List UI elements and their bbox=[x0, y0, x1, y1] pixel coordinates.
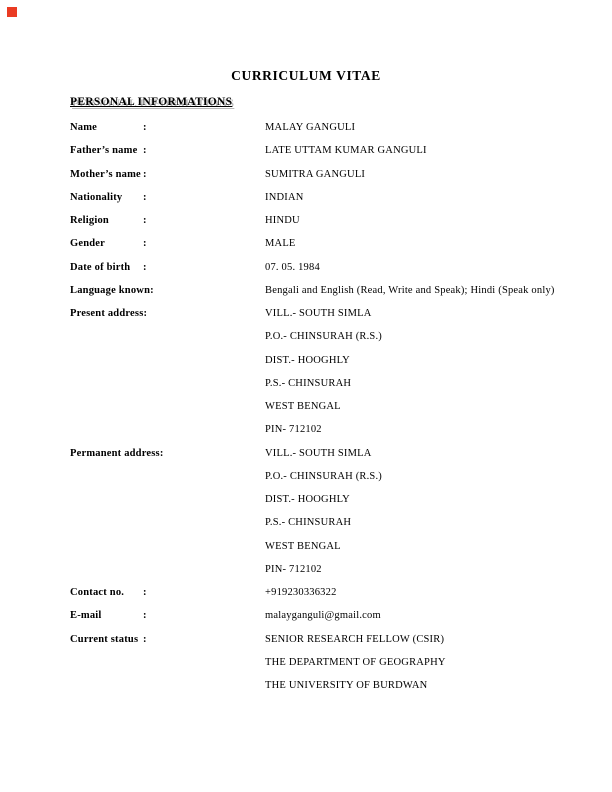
cv-row bbox=[70, 535, 575, 558]
field-value: malayganguli@gmail.com bbox=[265, 610, 381, 622]
field-value: P.S.- CHINSURAH bbox=[265, 517, 352, 529]
cv-row bbox=[70, 372, 575, 395]
field-label: Nationality bbox=[70, 191, 123, 203]
field-value: HINDU bbox=[265, 215, 300, 226]
cv-row bbox=[70, 558, 575, 581]
field-value: VILL.- SOUTH SIMLA bbox=[265, 447, 372, 459]
field-colon: : bbox=[143, 145, 147, 157]
field-value: PIN- 712102 bbox=[265, 563, 322, 575]
field-colon: : bbox=[159, 447, 164, 459]
field-value: P.S.- CHINSURAH bbox=[265, 377, 352, 389]
field-label: Religion bbox=[70, 215, 109, 226]
field-value: MALE bbox=[265, 238, 296, 250]
cv-row bbox=[70, 232, 575, 255]
cv-row bbox=[70, 488, 575, 511]
document-title: CURRICULUM VITAE bbox=[231, 68, 381, 83]
field-label: Present address bbox=[70, 308, 144, 319]
cv-row bbox=[70, 674, 575, 697]
field-colon: : bbox=[143, 633, 147, 645]
field-value: MALAY GANGULI bbox=[265, 122, 356, 133]
section-heading-text: PERSONAL INFORMATIONS bbox=[70, 96, 233, 108]
annotation-marker bbox=[7, 7, 17, 17]
field-value: DIST.- HOOGHLY bbox=[265, 354, 350, 366]
cv-row bbox=[70, 511, 575, 534]
field-label: Current status bbox=[70, 633, 139, 645]
field-value: Bengali and English (Read, Write and Speak); Hindi (Speak only) bbox=[265, 284, 555, 296]
cv-row bbox=[70, 116, 575, 139]
field-value: THE UNIVERSITY OF BURDWAN bbox=[265, 680, 428, 691]
field-colon: : bbox=[143, 261, 147, 273]
field-colon: : bbox=[143, 587, 147, 598]
cv-row bbox=[70, 256, 575, 279]
cv-row bbox=[70, 349, 575, 372]
field-label: Gender bbox=[70, 238, 106, 250]
field-colon: : bbox=[143, 168, 147, 180]
section-heading bbox=[70, 94, 232, 110]
field-label: Contact no. bbox=[70, 587, 125, 598]
field-value: SUMITRA GANGULI bbox=[265, 168, 366, 180]
cv-row bbox=[70, 418, 575, 441]
cv-row bbox=[70, 325, 575, 348]
field-label: Father’s name bbox=[70, 145, 138, 157]
cv-row bbox=[70, 651, 575, 674]
cv-row bbox=[70, 279, 575, 302]
field-value: INDIAN bbox=[265, 191, 304, 203]
field-colon: : bbox=[143, 308, 147, 319]
field-value: VILL.- SOUTH SIMLA bbox=[265, 308, 372, 319]
field-value: 07. 05. 1984 bbox=[265, 261, 320, 273]
field-value: PIN- 712102 bbox=[265, 424, 322, 436]
field-value: DIST.- HOOGHLY bbox=[265, 494, 350, 505]
cv-row bbox=[70, 581, 575, 604]
field-value: THE DEPARTMENT OF GEOGRAPHY bbox=[265, 656, 446, 668]
field-value: +919230336322 bbox=[265, 587, 337, 598]
field-value: SENIOR RESEARCH FELLOW (CSIR) bbox=[265, 633, 445, 645]
field-colon: : bbox=[143, 610, 147, 622]
field-colon: : bbox=[143, 122, 147, 133]
field-label: E-mail bbox=[70, 610, 102, 622]
field-value: WEST BENGAL bbox=[265, 401, 341, 412]
cv-row bbox=[70, 442, 575, 465]
field-value: P.O.- CHINSURAH (R.S.) bbox=[265, 470, 382, 482]
field-label: Date of birth bbox=[70, 261, 131, 273]
cv-row bbox=[70, 209, 575, 232]
field-value: LATE UTTAM KUMAR GANGULI bbox=[265, 145, 427, 157]
field-label: Mother’s name bbox=[70, 168, 141, 180]
cv-row bbox=[70, 604, 575, 627]
field-label: Permanent address bbox=[70, 447, 160, 459]
cv-row bbox=[70, 139, 575, 162]
cv-row bbox=[70, 395, 575, 418]
cv-row bbox=[70, 628, 575, 651]
field-label: Language known: bbox=[70, 284, 154, 296]
field-label: Name bbox=[70, 122, 98, 133]
field-value: P.O.- CHINSURAH (R.S.) bbox=[265, 331, 382, 343]
cv-row bbox=[70, 465, 575, 488]
cv-row bbox=[70, 163, 575, 186]
field-colon: : bbox=[143, 215, 147, 226]
field-colon: : bbox=[143, 238, 147, 250]
cv-row bbox=[70, 186, 575, 209]
cv-rows bbox=[70, 116, 575, 697]
field-value: WEST BENGAL bbox=[265, 540, 341, 552]
field-colon: : bbox=[143, 191, 147, 203]
cv-row bbox=[70, 302, 575, 325]
